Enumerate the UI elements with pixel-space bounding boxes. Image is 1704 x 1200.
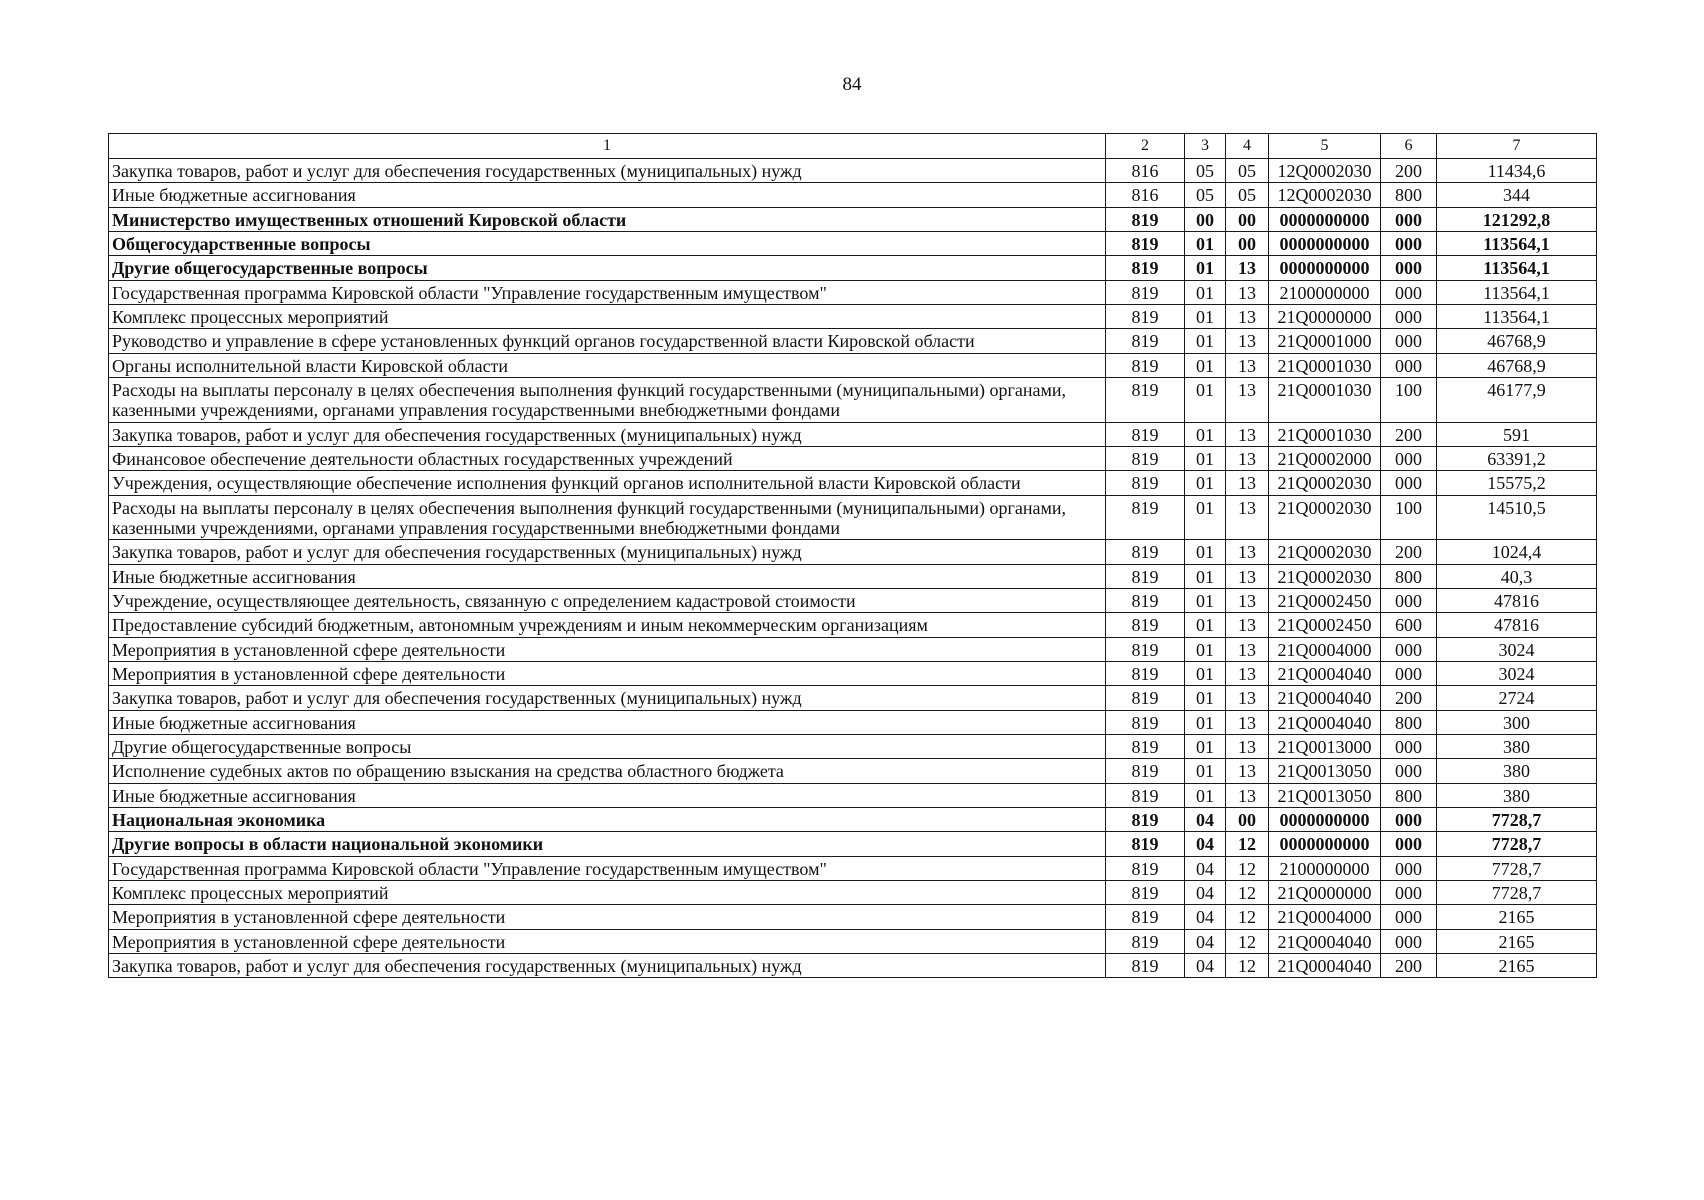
cell-section: 01 (1185, 710, 1226, 734)
row-name: Иные бюджетные ассигнования (109, 564, 1106, 588)
cell-target-article: 0000000000 (1269, 832, 1381, 856)
cell-section: 04 (1185, 953, 1226, 977)
cell-target-article: 21Q0004040 (1269, 929, 1381, 953)
row-name: Закупка товаров, работ и услуг для обеспечения государственных (муниципальных) нужд (109, 686, 1106, 710)
cell-section: 01 (1185, 661, 1226, 685)
cell-amount: 380 (1437, 759, 1597, 783)
budget-table (108, 133, 1597, 978)
cell-expense-type: 000 (1381, 856, 1437, 880)
cell-target-article: 2100000000 (1269, 280, 1381, 304)
cell-amount: 47816 (1437, 613, 1597, 637)
cell-subsection: 00 (1226, 807, 1269, 831)
cell-amount: 11434,6 (1437, 159, 1597, 183)
table-row (109, 905, 1597, 929)
cell-amount: 46177,9 (1437, 377, 1597, 422)
cell-amount: 113564,1 (1437, 256, 1597, 280)
cell-expense-type: 000 (1381, 207, 1437, 231)
cell-section: 01 (1185, 759, 1226, 783)
cell-section: 01 (1185, 231, 1226, 255)
cell-subsection: 13 (1226, 471, 1269, 495)
cell-expense-type: 000 (1381, 734, 1437, 758)
cell-target-article: 21Q0002030 (1269, 564, 1381, 588)
cell-amount: 380 (1437, 734, 1597, 758)
row-name: Закупка товаров, работ и услуг для обеспечения государственных (муниципальных) нужд (109, 953, 1106, 977)
cell-amount: 2165 (1437, 953, 1597, 977)
cell-ministry-code: 819 (1106, 446, 1185, 470)
cell-subsection: 13 (1226, 446, 1269, 470)
cell-amount: 46768,9 (1437, 329, 1597, 353)
cell-subsection: 13 (1226, 710, 1269, 734)
cell-amount: 113564,1 (1437, 304, 1597, 328)
cell-amount: 40,3 (1437, 564, 1597, 588)
cell-section: 01 (1185, 734, 1226, 758)
cell-ministry-code: 816 (1106, 159, 1185, 183)
cell-section: 01 (1185, 686, 1226, 710)
table-row (109, 422, 1597, 446)
cell-subsection: 13 (1226, 377, 1269, 422)
cell-amount: 7728,7 (1437, 880, 1597, 904)
cell-expense-type: 000 (1381, 637, 1437, 661)
cell-amount: 380 (1437, 783, 1597, 807)
row-name: Государственная программа Кировской области "Управление государственным имуществом" (109, 856, 1106, 880)
cell-expense-type: 800 (1381, 783, 1437, 807)
cell-amount: 47816 (1437, 588, 1597, 612)
cell-expense-type: 000 (1381, 807, 1437, 831)
table-row (109, 686, 1597, 710)
cell-subsection: 12 (1226, 905, 1269, 929)
cell-target-article: 21Q0004000 (1269, 637, 1381, 661)
cell-target-article: 21Q0001000 (1269, 329, 1381, 353)
table-row (109, 377, 1597, 422)
cell-ministry-code: 819 (1106, 564, 1185, 588)
cell-subsection: 13 (1226, 637, 1269, 661)
row-name: Закупка товаров, работ и услуг для обеспечения государственных (муниципальных) нужд (109, 422, 1106, 446)
cell-section: 01 (1185, 377, 1226, 422)
table-row (109, 880, 1597, 904)
header-cell: 2 (1106, 134, 1185, 159)
cell-section: 04 (1185, 856, 1226, 880)
cell-expense-type: 100 (1381, 377, 1437, 422)
cell-target-article: 12Q0002030 (1269, 183, 1381, 207)
cell-ministry-code: 819 (1106, 759, 1185, 783)
cell-subsection: 13 (1226, 280, 1269, 304)
cell-ministry-code: 819 (1106, 304, 1185, 328)
cell-section: 00 (1185, 207, 1226, 231)
cell-subsection: 13 (1226, 588, 1269, 612)
cell-expense-type: 800 (1381, 183, 1437, 207)
row-name: Мероприятия в установленной сфере деятельности (109, 661, 1106, 685)
cell-target-article: 21Q0013050 (1269, 759, 1381, 783)
row-name: Государственная программа Кировской области "Управление государственным имуществом" (109, 280, 1106, 304)
cell-subsection: 12 (1226, 953, 1269, 977)
cell-subsection: 13 (1226, 661, 1269, 685)
table-row (109, 564, 1597, 588)
cell-subsection: 13 (1226, 783, 1269, 807)
row-name: Финансовое обеспечение деятельности областных государственных учреждений (109, 446, 1106, 470)
cell-expense-type: 000 (1381, 304, 1437, 328)
cell-ministry-code: 819 (1106, 613, 1185, 637)
cell-section: 04 (1185, 929, 1226, 953)
row-name: Другие общегосударственные вопросы (109, 734, 1106, 758)
table-row (109, 495, 1597, 540)
cell-section: 01 (1185, 280, 1226, 304)
cell-target-article: 21Q0004040 (1269, 710, 1381, 734)
cell-subsection: 12 (1226, 929, 1269, 953)
cell-target-article: 21Q0001030 (1269, 422, 1381, 446)
cell-amount: 2165 (1437, 929, 1597, 953)
cell-ministry-code: 819 (1106, 329, 1185, 353)
cell-expense-type: 000 (1381, 661, 1437, 685)
cell-ministry-code: 819 (1106, 207, 1185, 231)
table-row (109, 783, 1597, 807)
table-row (109, 329, 1597, 353)
row-name: Другие общегосударственные вопросы (109, 256, 1106, 280)
table-row (109, 540, 1597, 564)
cell-expense-type: 000 (1381, 759, 1437, 783)
cell-amount: 2165 (1437, 905, 1597, 929)
cell-ministry-code: 819 (1106, 588, 1185, 612)
cell-section: 04 (1185, 807, 1226, 831)
row-name: Министерство имущественных отношений Кировской области (109, 207, 1106, 231)
cell-section: 01 (1185, 471, 1226, 495)
row-name: Закупка товаров, работ и услуг для обеспечения государственных (муниципальных) нужд (109, 159, 1106, 183)
cell-expense-type: 200 (1381, 953, 1437, 977)
cell-amount: 7728,7 (1437, 856, 1597, 880)
cell-amount: 113564,1 (1437, 280, 1597, 304)
cell-expense-type: 200 (1381, 422, 1437, 446)
table-row (109, 953, 1597, 977)
cell-subsection: 13 (1226, 329, 1269, 353)
cell-section: 01 (1185, 613, 1226, 637)
table-row (109, 588, 1597, 612)
cell-ministry-code: 819 (1106, 637, 1185, 661)
cell-ministry-code: 819 (1106, 256, 1185, 280)
row-name: Исполнение судебных актов по обращению взыскания на средства областного бюджета (109, 759, 1106, 783)
table-row (109, 183, 1597, 207)
cell-expense-type: 000 (1381, 256, 1437, 280)
cell-expense-type: 000 (1381, 588, 1437, 612)
cell-ministry-code: 819 (1106, 377, 1185, 422)
row-name: Иные бюджетные ассигнования (109, 783, 1106, 807)
cell-subsection: 13 (1226, 686, 1269, 710)
cell-amount: 113564,1 (1437, 231, 1597, 255)
cell-subsection: 13 (1226, 304, 1269, 328)
cell-ministry-code: 819 (1106, 231, 1185, 255)
table-row (109, 613, 1597, 637)
row-name: Расходы на выплаты персоналу в целях обеспечения выполнения функций государственными (муниципальными) органами, казенными учреждениями, органами управления государственными внебюджетными фондами (109, 377, 1106, 422)
table-row (109, 471, 1597, 495)
cell-expense-type: 000 (1381, 929, 1437, 953)
table-row (109, 231, 1597, 255)
cell-target-article: 21Q0004000 (1269, 905, 1381, 929)
cell-ministry-code: 819 (1106, 280, 1185, 304)
table-row (109, 734, 1597, 758)
cell-ministry-code: 819 (1106, 686, 1185, 710)
cell-target-article: 21Q0004040 (1269, 661, 1381, 685)
cell-expense-type: 000 (1381, 832, 1437, 856)
cell-subsection: 05 (1226, 183, 1269, 207)
cell-amount: 344 (1437, 183, 1597, 207)
table-row (109, 446, 1597, 470)
header-cell: 7 (1437, 134, 1597, 159)
cell-section: 01 (1185, 637, 1226, 661)
cell-section: 01 (1185, 783, 1226, 807)
cell-target-article: 0000000000 (1269, 256, 1381, 280)
row-name: Учреждения, осуществляющие обеспечение исполнения функций органов исполнительной власти Кировской области (109, 471, 1106, 495)
table-body (109, 159, 1597, 978)
table-row (109, 759, 1597, 783)
cell-ministry-code: 819 (1106, 540, 1185, 564)
cell-subsection: 13 (1226, 256, 1269, 280)
cell-target-article: 0000000000 (1269, 207, 1381, 231)
cell-amount: 3024 (1437, 661, 1597, 685)
cell-section: 01 (1185, 304, 1226, 328)
row-name: Мероприятия в установленной сфере деятельности (109, 637, 1106, 661)
row-name: Органы исполнительной власти Кировской области (109, 353, 1106, 377)
cell-amount: 3024 (1437, 637, 1597, 661)
row-name: Иные бюджетные ассигнования (109, 183, 1106, 207)
cell-section: 01 (1185, 588, 1226, 612)
cell-expense-type: 800 (1381, 564, 1437, 588)
header-cell: 6 (1381, 134, 1437, 159)
table-row (109, 353, 1597, 377)
cell-amount: 591 (1437, 422, 1597, 446)
cell-subsection: 12 (1226, 880, 1269, 904)
cell-expense-type: 000 (1381, 280, 1437, 304)
cell-target-article: 0000000000 (1269, 807, 1381, 831)
cell-expense-type: 000 (1381, 329, 1437, 353)
cell-subsection: 12 (1226, 832, 1269, 856)
cell-ministry-code: 819 (1106, 880, 1185, 904)
cell-target-article: 21Q0002450 (1269, 613, 1381, 637)
cell-target-article: 21Q0004040 (1269, 686, 1381, 710)
cell-target-article: 21Q0013050 (1269, 783, 1381, 807)
cell-ministry-code: 819 (1106, 905, 1185, 929)
cell-section: 01 (1185, 564, 1226, 588)
cell-subsection: 13 (1226, 495, 1269, 540)
cell-ministry-code: 819 (1106, 783, 1185, 807)
cell-section: 04 (1185, 905, 1226, 929)
cell-expense-type: 000 (1381, 231, 1437, 255)
row-name: Комплекс процессных мероприятий (109, 304, 1106, 328)
row-name: Другие вопросы в области национальной экономики (109, 832, 1106, 856)
cell-target-article: 21Q0002450 (1269, 588, 1381, 612)
cell-expense-type: 100 (1381, 495, 1437, 540)
cell-ministry-code: 819 (1106, 929, 1185, 953)
cell-amount: 300 (1437, 710, 1597, 734)
header-cell: 4 (1226, 134, 1269, 159)
table-row (109, 256, 1597, 280)
cell-section: 01 (1185, 446, 1226, 470)
cell-ministry-code: 819 (1106, 856, 1185, 880)
cell-target-article: 21Q0002030 (1269, 540, 1381, 564)
cell-ministry-code: 819 (1106, 734, 1185, 758)
cell-target-article: 21Q0001030 (1269, 353, 1381, 377)
header-cell: 1 (109, 134, 1106, 159)
cell-expense-type: 600 (1381, 613, 1437, 637)
cell-subsection: 13 (1226, 353, 1269, 377)
cell-target-article: 0000000000 (1269, 231, 1381, 255)
table-row (109, 637, 1597, 661)
cell-subsection: 13 (1226, 540, 1269, 564)
cell-target-article: 21Q0000000 (1269, 880, 1381, 904)
table-row (109, 929, 1597, 953)
cell-expense-type: 200 (1381, 159, 1437, 183)
cell-ministry-code: 819 (1106, 471, 1185, 495)
cell-subsection: 13 (1226, 422, 1269, 446)
cell-ministry-code: 819 (1106, 422, 1185, 446)
table-row (109, 280, 1597, 304)
row-name: Общегосударственные вопросы (109, 231, 1106, 255)
header-cell: 5 (1269, 134, 1381, 159)
page-number: 84 (842, 74, 862, 95)
cell-subsection: 13 (1226, 564, 1269, 588)
cell-target-article: 21Q0002030 (1269, 471, 1381, 495)
cell-subsection: 05 (1226, 159, 1269, 183)
row-name: Закупка товаров, работ и услуг для обеспечения государственных (муниципальных) нужд (109, 540, 1106, 564)
cell-target-article: 21Q0000000 (1269, 304, 1381, 328)
cell-expense-type: 000 (1381, 353, 1437, 377)
cell-section: 01 (1185, 256, 1226, 280)
table-row (109, 304, 1597, 328)
cell-target-article: 21Q0001030 (1269, 377, 1381, 422)
cell-subsection: 13 (1226, 613, 1269, 637)
header-cell: 3 (1185, 134, 1226, 159)
table-row (109, 207, 1597, 231)
cell-amount: 7728,7 (1437, 807, 1597, 831)
cell-target-article: 21Q0004040 (1269, 953, 1381, 977)
table-row (109, 807, 1597, 831)
cell-amount: 15575,2 (1437, 471, 1597, 495)
cell-ministry-code: 819 (1106, 353, 1185, 377)
table-row (109, 661, 1597, 685)
cell-section: 04 (1185, 880, 1226, 904)
cell-target-article: 21Q0002030 (1269, 495, 1381, 540)
cell-expense-type: 200 (1381, 686, 1437, 710)
cell-subsection: 13 (1226, 734, 1269, 758)
row-name: Учреждение, осуществляющее деятельность, связанную с определением кадастровой стоимости (109, 588, 1106, 612)
cell-subsection: 12 (1226, 856, 1269, 880)
cell-ministry-code: 819 (1106, 495, 1185, 540)
cell-section: 01 (1185, 540, 1226, 564)
cell-subsection: 00 (1226, 207, 1269, 231)
row-name: Мероприятия в установленной сфере деятельности (109, 929, 1106, 953)
header-row (109, 134, 1597, 159)
cell-expense-type: 200 (1381, 540, 1437, 564)
row-name: Комплекс процессных мероприятий (109, 880, 1106, 904)
cell-section: 04 (1185, 832, 1226, 856)
table-row (109, 710, 1597, 734)
cell-amount: 2724 (1437, 686, 1597, 710)
cell-section: 01 (1185, 495, 1226, 540)
row-name: Иные бюджетные ассигнования (109, 710, 1106, 734)
cell-ministry-code: 819 (1106, 953, 1185, 977)
cell-ministry-code: 816 (1106, 183, 1185, 207)
table-row (109, 856, 1597, 880)
cell-amount: 1024,4 (1437, 540, 1597, 564)
cell-subsection: 00 (1226, 231, 1269, 255)
cell-section: 01 (1185, 329, 1226, 353)
row-name: Руководство и управление в сфере установленных функций органов государственной власти Кировской области (109, 329, 1106, 353)
cell-expense-type: 000 (1381, 471, 1437, 495)
cell-ministry-code: 819 (1106, 832, 1185, 856)
cell-section: 05 (1185, 183, 1226, 207)
cell-ministry-code: 819 (1106, 661, 1185, 685)
cell-expense-type: 800 (1381, 710, 1437, 734)
cell-section: 01 (1185, 353, 1226, 377)
row-name: Расходы на выплаты персоналу в целях обеспечения выполнения функций государственными (муниципальными) органами, казенными учреждениями, органами управления государственными внебюджетными фондами (109, 495, 1106, 540)
cell-target-article: 12Q0002030 (1269, 159, 1381, 183)
cell-subsection: 13 (1226, 759, 1269, 783)
cell-amount: 121292,8 (1437, 207, 1597, 231)
cell-expense-type: 000 (1381, 905, 1437, 929)
cell-ministry-code: 819 (1106, 710, 1185, 734)
cell-section: 01 (1185, 422, 1226, 446)
cell-target-article: 21Q0013000 (1269, 734, 1381, 758)
row-name: Мероприятия в установленной сфере деятельности (109, 905, 1106, 929)
cell-section: 05 (1185, 159, 1226, 183)
row-name: Предоставление субсидий бюджетным, автономным учреждениям и иным некоммерческим организациям (109, 613, 1106, 637)
cell-expense-type: 000 (1381, 880, 1437, 904)
cell-amount: 46768,9 (1437, 353, 1597, 377)
cell-amount: 14510,5 (1437, 495, 1597, 540)
row-name: Национальная экономика (109, 807, 1106, 831)
cell-target-article: 21Q0002000 (1269, 446, 1381, 470)
cell-target-article: 2100000000 (1269, 856, 1381, 880)
cell-amount: 7728,7 (1437, 832, 1597, 856)
table-row (109, 832, 1597, 856)
cell-amount: 63391,2 (1437, 446, 1597, 470)
table-row (109, 159, 1597, 183)
cell-ministry-code: 819 (1106, 807, 1185, 831)
cell-expense-type: 000 (1381, 446, 1437, 470)
